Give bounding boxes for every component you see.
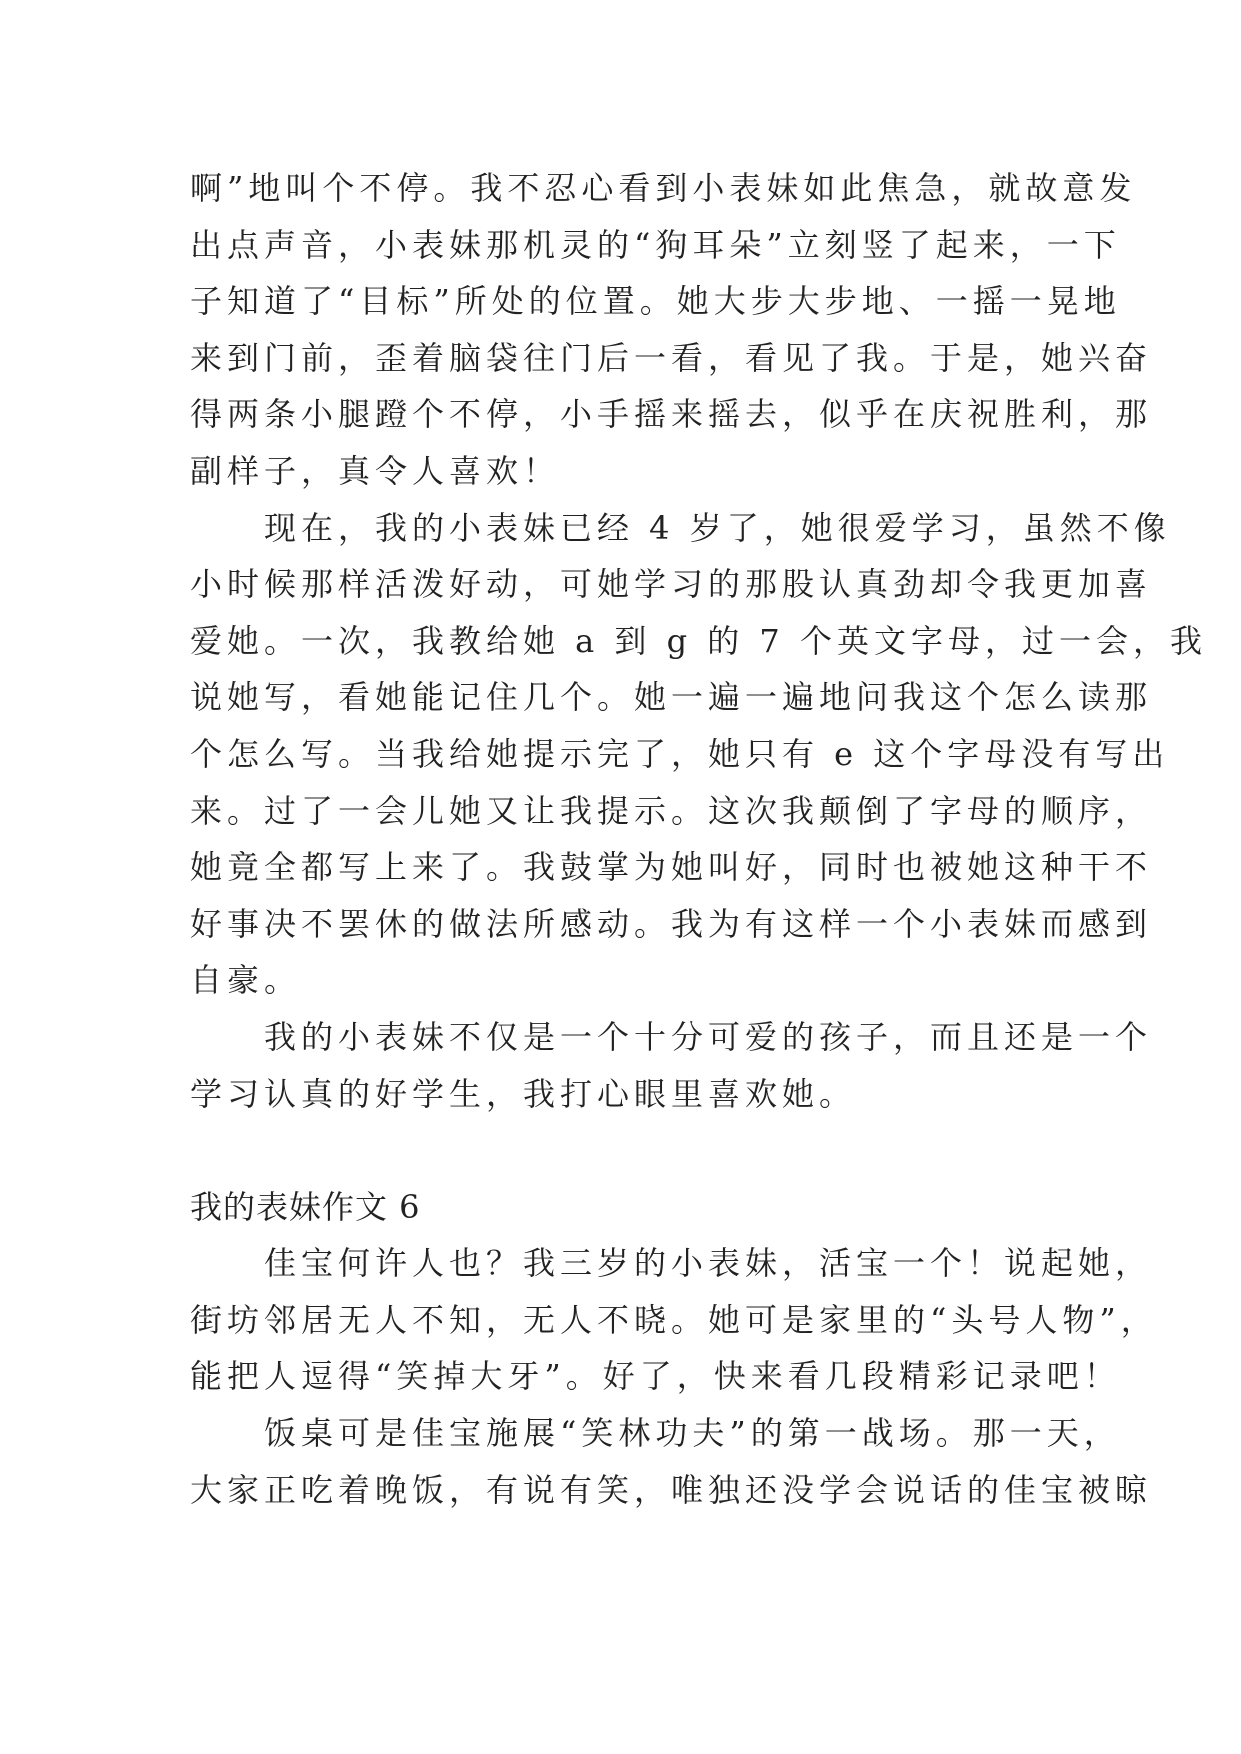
section-spacer bbox=[190, 1122, 1056, 1179]
text-line: 得两条小腿蹬个不停，小手摇来摇去，似乎在庆祝胜利，那 bbox=[190, 395, 1153, 434]
text-line: 出点声音，小表妹那机灵的“狗耳朵”立刻竖了起来，一下 bbox=[190, 225, 1121, 264]
text-line: 爱她。一次，我教给她 a 到 g 的 7 个英文字母，过一会，我 bbox=[190, 621, 1207, 660]
document-body bbox=[190, 160, 1207, 1518]
text-line: 个怎么写。当我给她提示完了，她只有 e 这个字母没有写出 bbox=[190, 734, 1170, 773]
text-line: 子知道了“目标”所处的位置。她大步大步地、一摇一晃地 bbox=[190, 282, 1121, 321]
text-line: 大家正吃着晚饭，有说有笑，唯独还没学会说话的佳宝被晾 bbox=[190, 1470, 1153, 1509]
text-line: 说她写，看她能记住几个。她一遍一遍地问我这个怎么读那 bbox=[190, 678, 1153, 717]
text-line: 能把人逗得“笑掉大牙”。好了，快来看几段精彩记录吧！ bbox=[190, 1357, 1121, 1396]
text-line: 现在，我的小表妹已经 4 岁了，她很爱学习，虽然不像 bbox=[190, 508, 1171, 547]
text-line: 学习认真的好学生，我打心眼里喜欢她。 bbox=[190, 1074, 857, 1113]
text-line: 来。过了一会儿她又让我提示。这次我颠倒了字母的顺序， bbox=[190, 791, 1153, 830]
text-line: 饭桌可是佳宝施展“笑林功夫”的第一战场。那一天， bbox=[190, 1414, 1121, 1453]
text-line: 小时候那样活泼好动，可她学习的那股认真劲却令我更加喜 bbox=[190, 565, 1153, 604]
text-line: 好事决不罢休的做法所感动。我为有这样一个小表妹而感到 bbox=[190, 904, 1153, 943]
text-line: 来到门前，歪着脑袋往门后一看，看见了我。于是，她兴奋 bbox=[190, 338, 1153, 377]
text-line: 啊”地叫个不停。我不忍心看到小表妹如此焦急，就故意发 bbox=[190, 169, 1137, 207]
text-line: 自豪。 bbox=[190, 961, 302, 1000]
text-line: 她竟全都写上来了。我鼓掌为她叫好，同时也被她这种干不 bbox=[190, 848, 1153, 887]
text-line: 街坊邻居无人不知，无人不晓。她可是家里的“头号人物”， bbox=[190, 1300, 1158, 1339]
text-line: 副样子，真令人喜欢！ bbox=[190, 451, 561, 490]
text-line: 我的小表妹不仅是一个十分可爱的孩子，而且还是一个 bbox=[190, 1017, 1153, 1056]
text-line: 佳宝何许人也？我三岁的小表妹，活宝一个！说起她， bbox=[190, 1244, 1153, 1283]
section-heading: 我的表妹作文 6 bbox=[190, 1187, 421, 1226]
